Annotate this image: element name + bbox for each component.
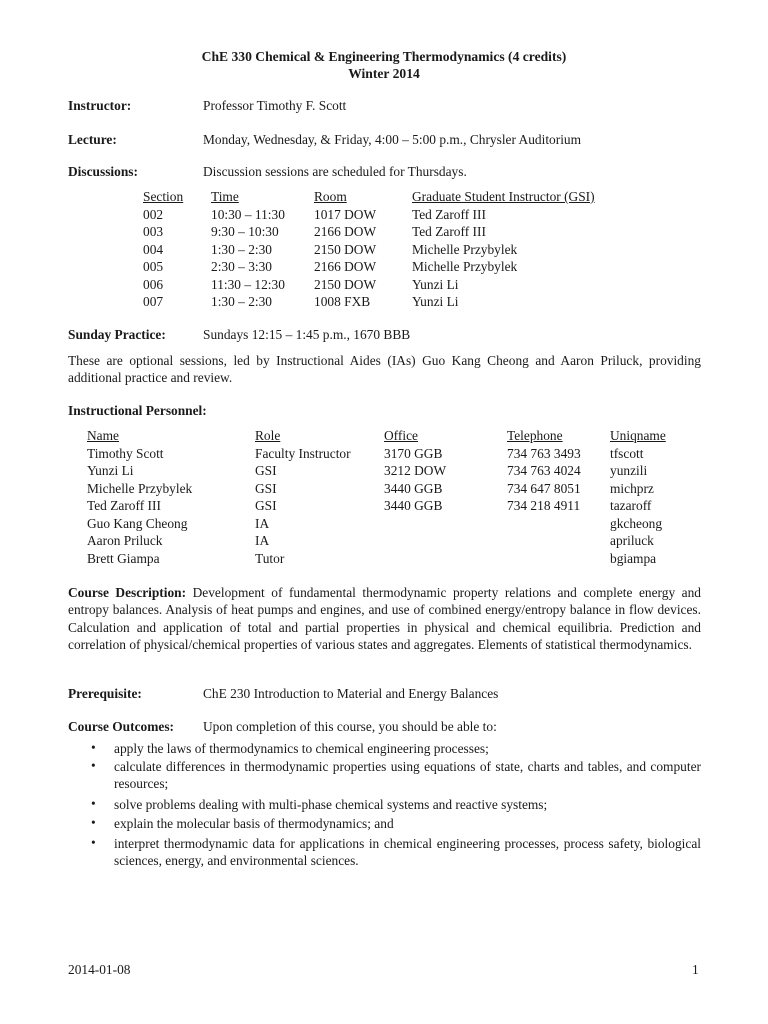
personnel-office: 3212 DOW (384, 463, 447, 478)
personnel-telephone: 734 763 3493 (507, 446, 581, 461)
personnel-name: Timothy Scott (87, 446, 164, 461)
discussion-room: 2150 DOW (314, 277, 377, 292)
personnel-role: IA (255, 516, 270, 531)
personnel-name: Brett Giampa (87, 551, 160, 566)
personnel-name: Guo Kang Cheong (87, 516, 188, 531)
discussion-gsi: Michelle Przybylek (412, 242, 518, 257)
discussions-header-room: Room (314, 189, 347, 204)
instructor-label: Instructor: (68, 98, 132, 113)
personnel-uniqname: bgiampa (610, 551, 657, 566)
bullet-icon: • (91, 835, 96, 850)
discussion-time: 11:30 – 12:30 (211, 277, 285, 292)
document-title: ChE 330 Chemical & Engineering Thermodynamics (4 credits) (201, 49, 567, 64)
sunday-practice-value: Sundays 12:15 – 1:45 p.m., 1670 BBB (203, 327, 411, 342)
discussion-section: 003 (143, 224, 164, 239)
personnel-name: Yunzi Li (87, 463, 134, 478)
discussions-header-section: Section (143, 189, 184, 204)
personnel-role: Faculty Instructor (255, 446, 351, 461)
personnel-name: Ted Zaroff III (87, 498, 161, 513)
personnel-uniqname: michprz (610, 481, 654, 496)
personnel-uniqname: apriluck (610, 533, 654, 548)
bullet-icon: • (91, 815, 96, 830)
course-description-text: Development of fundamental thermodynamic property relations and complete energy and entropy balances. Analysis of heat pumps and engines, and use of combined energy/entropy balance in flow devices. Calculation and application of total and partial properties in physical and chemical equilibria. Prediction and correlation of physical/chemical properties of various states and aggregates. Elements of statistical thermodynamics. (68, 585, 701, 653)
discussion-gsi: Yunzi Li (412, 294, 459, 309)
discussion-room: 2166 DOW (314, 259, 377, 274)
personnel-office: 3170 GGB (384, 446, 443, 461)
discussion-section: 005 (143, 259, 164, 274)
discussions-header-time: Time (211, 189, 239, 204)
personnel-role: GSI (255, 481, 277, 496)
discussion-time: 10:30 – 11:30 (211, 207, 285, 222)
personnel-role: Tutor (255, 551, 285, 566)
bullet-icon: • (91, 796, 96, 811)
page-number: 1 (692, 962, 699, 977)
bullet-icon: • (91, 740, 96, 755)
course-description-label: Course Description: (68, 585, 187, 600)
discussion-time: 2:30 – 3:30 (211, 259, 273, 274)
discussion-section: 006 (143, 277, 164, 292)
personnel-header-name: Name (87, 428, 119, 443)
discussions-label: Discussions: (68, 164, 138, 179)
sunday-practice-description: These are optional sessions, led by Instructional Aides (IAs) Guo Kang Cheong and Aaron Priluck, providing additional practice and review. (68, 353, 701, 386)
personnel-role: GSI (255, 498, 277, 513)
personnel-role: IA (255, 533, 270, 548)
discussion-time: 1:30 – 2:30 (211, 294, 273, 309)
personnel-header-telephone: Telephone (507, 428, 563, 443)
outcomes-label: Course Outcomes: (68, 719, 174, 734)
outcome-text: explain the molecular basis of thermodynamics; and (114, 816, 394, 831)
discussions-header-gsi: Graduate Student Instructor (GSI) (412, 189, 595, 204)
discussion-room: 2166 DOW (314, 224, 377, 239)
document-term: Winter 2014 (348, 66, 420, 81)
lecture-value: Monday, Wednesday, & Friday, 4:00 – 5:00 p.m., Chrysler Auditorium (203, 132, 582, 147)
discussion-gsi: Michelle Przybylek (412, 259, 518, 274)
personnel-name: Aaron Priluck (87, 533, 163, 548)
discussion-room: 1017 DOW (314, 207, 377, 222)
personnel-uniqname: yunzili (610, 463, 648, 478)
discussion-gsi: Ted Zaroff III (412, 207, 486, 222)
personnel-telephone: 734 218 4911 (507, 498, 581, 513)
bullet-icon: • (91, 758, 96, 773)
discussion-gsi: Yunzi Li (412, 277, 459, 292)
sunday-practice-label: Sunday Practice: (68, 327, 166, 342)
discussion-section: 007 (143, 294, 164, 309)
outcome-text: calculate differences in thermodynamic properties using equations of state, charts and tables, and computer resources; (114, 759, 701, 792)
discussion-section: 004 (143, 242, 164, 257)
discussions-value: Discussion sessions are scheduled for Thursdays. (203, 164, 467, 179)
outcome-text: solve problems dealing with multi-phase chemical systems and reactive systems; (114, 797, 548, 812)
personnel-office: 3440 GGB (384, 481, 443, 496)
discussion-time: 9:30 – 10:30 (211, 224, 279, 239)
personnel-label: Instructional Personnel: (68, 403, 207, 418)
personnel-header-role: Role (255, 428, 281, 443)
personnel-uniqname: gkcheong (610, 516, 663, 531)
discussion-section: 002 (143, 207, 164, 222)
personnel-telephone: 734 763 4024 (507, 463, 581, 478)
footer-date: 2014-01-08 (68, 962, 131, 977)
personnel-name: Michelle Przybylek (87, 481, 193, 496)
outcomes-intro: Upon completion of this course, you should be able to: (203, 719, 497, 734)
instructor-value: Professor Timothy F. Scott (203, 98, 347, 113)
personnel-header-uniqname: Uniqname (610, 428, 666, 443)
prerequisite-label: Prerequisite: (68, 686, 142, 701)
outcome-text: interpret thermodynamic data for applications in chemical engineering processes, process safety, biological sciences, energy, and environmental sciences. (114, 836, 701, 869)
personnel-uniqname: tfscott (610, 446, 644, 461)
lecture-label: Lecture: (68, 132, 117, 147)
course-description (68, 584, 701, 654)
discussion-time: 1:30 – 2:30 (211, 242, 273, 257)
personnel-role: GSI (255, 463, 277, 478)
prerequisite-value: ChE 230 Introduction to Material and Energy Balances (203, 686, 499, 701)
personnel-header-office: Office (384, 428, 418, 443)
discussion-gsi: Ted Zaroff III (412, 224, 486, 239)
outcome-text: apply the laws of thermodynamics to chemical engineering processes; (114, 741, 489, 756)
personnel-uniqname: tazaroff (610, 498, 652, 513)
discussion-room: 1008 FXB (314, 294, 371, 309)
personnel-telephone: 734 647 8051 (507, 481, 581, 496)
personnel-office: 3440 GGB (384, 498, 443, 513)
discussion-room: 2150 DOW (314, 242, 377, 257)
